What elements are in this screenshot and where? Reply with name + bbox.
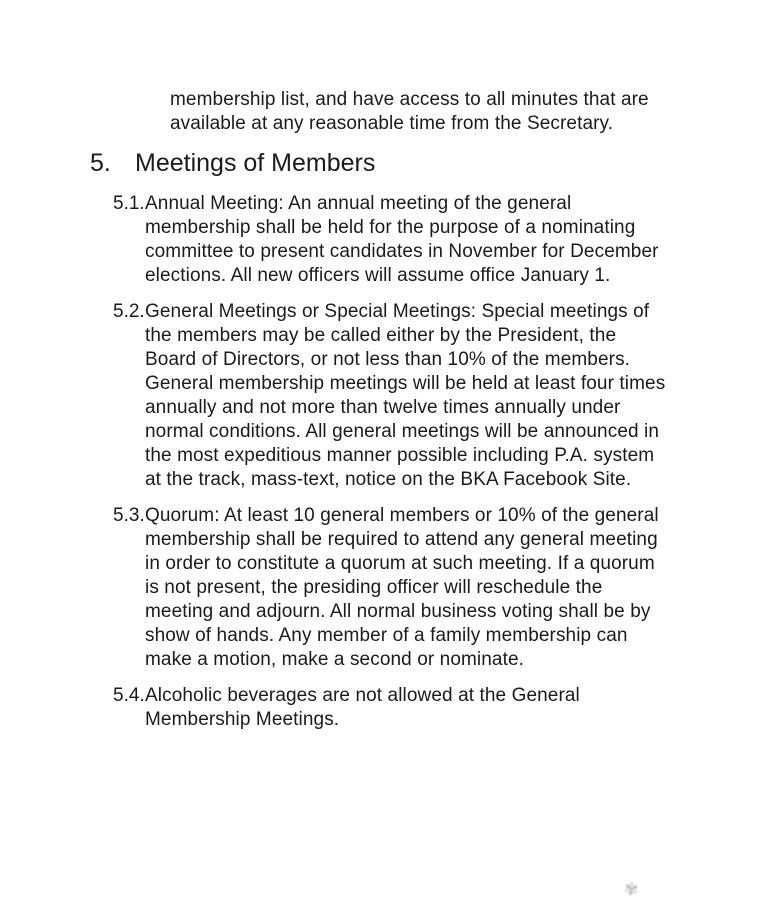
list-item-number: 5.1. [113, 193, 145, 214]
list-item-5-2 [113, 300, 673, 492]
list-item-text: Annual Meeting: An annual meeting of the general membership shall be held for the purpose of a nominating committee to present candidates in November for December elections. All new officers will assume office January 1. [145, 193, 659, 286]
list-item-text: General Meetings or Special Meetings: Special meetings of the members may be called either by the President, the Board of Directors, or not less than 10% of the members. General membership meetings will be held at least four times annually and not more than twelve times annually under normal conditions. All general meetings will be announced in the most expeditious manner possible including P.A. system at the track, mass-text, notice on the BKA Facebook Site. [145, 301, 666, 490]
list-item-5-4 [113, 684, 673, 732]
continuation-paragraph: membership list, and have access to all minutes that are available at any reasonable time from the Secretary. [170, 89, 649, 134]
list-item-number: 5.4. [113, 685, 145, 706]
list-item-5-3 [113, 504, 673, 672]
section-heading-title: Meetings of Members [135, 149, 376, 177]
section-heading [90, 148, 375, 178]
list-item-number: 5.3. [113, 505, 145, 526]
list-item-5-1 [113, 192, 673, 288]
list-item-text: Alcoholic beverages are not allowed at the General Membership Meetings. [145, 685, 580, 730]
list-item-number: 5.2. [113, 301, 145, 322]
section-item-list [113, 192, 673, 744]
section-heading-number: 5. [90, 149, 111, 177]
list-item-text: Quorum: At least 10 general members or 10% of the general membership shall be required to attend any general meeting in order to constitute a quorum at such meeting. If a quorum is not present, the presiding officer will reschedule the meeting and adjourn. All normal business voting shall be by show of hands. Any member of a family membership can make a motion, make a second or nominate. [145, 505, 659, 670]
faint-stamp-icon: ✾ [622, 879, 640, 900]
